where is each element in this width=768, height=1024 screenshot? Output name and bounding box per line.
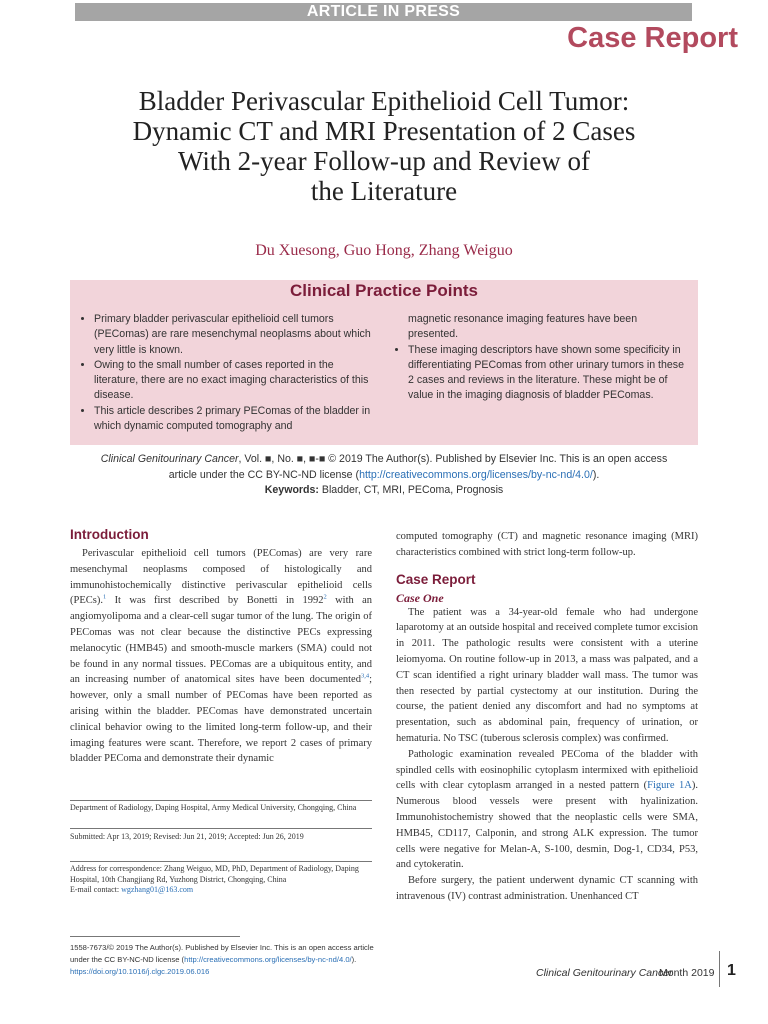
case-one-subheading: Case One — [396, 590, 444, 605]
article-type-label: Case Report — [567, 22, 738, 54]
clinical-points-right-column — [396, 312, 686, 404]
clinical-point: • This article describes 2 primary PEComas of the bladder in which dynamic computed tomography and — [94, 404, 372, 435]
left-text-column — [70, 526, 372, 767]
citation-volume: , Vol. ■, No. ■, ■-■ © 2019 The Author(s). Published by Elsevier Inc. This is an open access — [238, 453, 668, 465]
reference-3-4[interactable]: 3,4 — [360, 672, 370, 680]
license-link[interactable]: http://creativecommons.org/licenses/by-nc-nd/4.0/ — [359, 468, 593, 481]
clinical-point-continuation: magnetic resonance imaging features have been presented. — [408, 313, 638, 341]
intro-text: with an angiomyolipoma and a clear-cell sugar tumor of the lung. The origin of PEComas was not clear because the distinctive PECs expressing melanocytic (HMB45) and smooth-muscle markers (SMA) could not be found in any normal tissues. PEComas are a ubiquitous entity, and an increasing number of anatomical sites have been documented — [70, 595, 372, 686]
reference-1[interactable]: 1 — [102, 593, 107, 601]
citation-block — [60, 452, 708, 499]
case-text: ). Numerous blood vessels were present with hyalinization. Immunohistochemistry showed that the neoplastic cells were SMA, HMB45, CD117, Calponin, and strong ALK expression. The tumor cells were negative for Melan-A, S-100, desmin, Dog-1, CD34, P53, and cytokeratin. — [396, 780, 698, 871]
case-report-heading: Case Report — [396, 571, 476, 587]
citation-license-suffix: ). — [592, 468, 600, 481]
footnote-divider — [70, 828, 372, 829]
clinical-point: • Owing to the small number of cases reported in the literature, there are no exact imaging characteristics of this disease. — [94, 358, 372, 404]
title-line: the Literature — [310, 176, 458, 206]
issn-line: 1558-7673/© 2019 The Author(s). Published by Elsevier Inc. This is an open access article — [70, 943, 374, 952]
footer-month: Month 2019 — [659, 967, 715, 979]
email-label: E-mail contact: — [70, 885, 122, 894]
footnote-divider — [70, 800, 372, 801]
citation-journal: Clinical Genitourinary Cancer — [100, 453, 239, 465]
correspondence-footnote — [70, 864, 372, 896]
correspondence-address: Address for correspondence: Zhang Weiguo, MD, PhD, Department of Radiology, Daping Hospital, 10th Changjiang Rd, Yuzhong District, Chongqing, China — [70, 864, 359, 884]
footer-journal-name: Clinical Genitourinary Cancer — [536, 967, 673, 979]
issn-license-line — [70, 954, 380, 966]
citation-license-prefix: article under the CC BY-NC-ND license ( — [168, 468, 360, 481]
case-paragraph: Before surgery, the patient underwent dynamic CT scanning with intravenous (IV) contrast administration. Unenhanced CT — [396, 875, 698, 902]
intro-text: ; however, only a small number of PEComas have been reported as arising within the bladder. PEComas have demonstrated uncertain clinical behavior owing to the limited long-term follow-up, and their imaging features were scant. Therefore, we report 2 cases of primary bladder PEComa and demonstrate their dynamic — [70, 674, 372, 765]
clinical-points-left-column — [82, 312, 372, 434]
spacer — [396, 561, 698, 571]
article-in-press-banner: ARTICLE IN PRESS — [75, 3, 692, 21]
doi-link[interactable]: https://doi.org/10.1016/j.clgc.2019.06.016 — [70, 967, 210, 976]
footer-divider — [719, 951, 720, 987]
introduction-continuation: computed tomography (CT) and magnetic resonance imaging (MRI) characteristics combined with strict long-term follow-up. — [396, 531, 698, 558]
introduction-paragraph — [70, 546, 372, 767]
case-paragraph — [396, 747, 698, 873]
article-title — [60, 86, 708, 206]
issn-divider — [70, 936, 240, 937]
right-text-column — [396, 529, 698, 905]
submission-dates: Submitted: Apr 13, 2019; Revised: Jun 21, 2019; Accepted: Jun 26, 2019 — [70, 832, 304, 841]
email-line — [70, 885, 372, 896]
author-list: Du Xuesong, Guo Hong, Zhang Weiguo — [255, 242, 513, 259]
issn-license-prefix: under the CC BY-NC-ND license ( — [70, 955, 185, 964]
footnote-divider — [70, 861, 372, 862]
clinical-practice-points-box — [70, 280, 698, 445]
keywords-line — [60, 483, 708, 499]
reference-2[interactable]: 2 — [323, 593, 327, 601]
title-line: Bladder Perivascular Epithelioid Cell Tumor: — [138, 86, 630, 116]
title-line: With 2-year Follow-up and Review of — [177, 146, 591, 176]
intro-text: It was first described by Bonetti in 1992 — [106, 595, 324, 607]
keywords-label: Keywords: — [264, 484, 319, 496]
case-text: Pathologic examination revealed PEComa of the bladder with spindled cells with eosinophilic cytoplasm intermixed with epithelioid cells with clear cytoplasm arranged in a nested pattern ( — [396, 748, 698, 792]
introduction-heading: Introduction — [70, 527, 149, 542]
issn-license-suffix: ). — [351, 955, 357, 964]
clinical-point: • These imaging descriptors have shown some specificity in differentiating PEComas from other urinary tumors in these 2 cases and reviews in the literature. These might be of value in the imaging diagnosis of bladder PEComas. — [408, 343, 686, 404]
title-line: Dynamic CT and MRI Presentation of 2 Cases — [132, 116, 636, 146]
issn-license-link[interactable]: http://creativecommons.org/licenses/by-nc-nd/4.0/ — [184, 955, 352, 964]
citation-line-1 — [60, 452, 708, 468]
clinical-practice-points-heading: Clinical Practice Points — [289, 281, 478, 300]
case-paragraph: The patient was a 34-year-old female who had undergone laparotomy at an outside hospital and received complete tumor excision in 2011. The pathologic results were consistent with a uterine leiomyoma. On routine follow-up in 2013, a mass was palpated, and a CT scan identified a right urinary bladder wall mass. The tumor was then resected by partial cystectomy at our institution. During the course, the patient denied any discomfort and had no symptoms at presentation, such as abdominal pain, frequency of urination, or hematuria. No TSC (tuberous sclerosis complex) was confirmed. — [396, 606, 698, 744]
intro-text: Perivascular epithelioid cell tumors (PEComas) are very rare mesenchymal neoplasms composed of histologically and immunohistochemically distinctive perivascular epithelioid cells (PECs). — [70, 548, 372, 607]
affiliation-footnote: Department of Radiology, Daping Hospital, Army Medical University, Chongqing, China — [70, 803, 357, 812]
keywords-list: Bladder, CT, MRI, PEComa, Prognosis — [321, 484, 504, 496]
issn-footnote — [70, 942, 380, 978]
citation-line-2 — [60, 468, 708, 484]
email-link[interactable]: wgzhang01@163.com — [121, 885, 194, 894]
clinical-point: • Primary bladder perivascular epithelioid cell tumors (PEComas) are rare mesenchymal neoplasms about which very little is known. — [94, 312, 372, 358]
figure-1a-link[interactable]: Figure 1A — [647, 780, 692, 792]
page-number: 1 — [727, 962, 736, 979]
